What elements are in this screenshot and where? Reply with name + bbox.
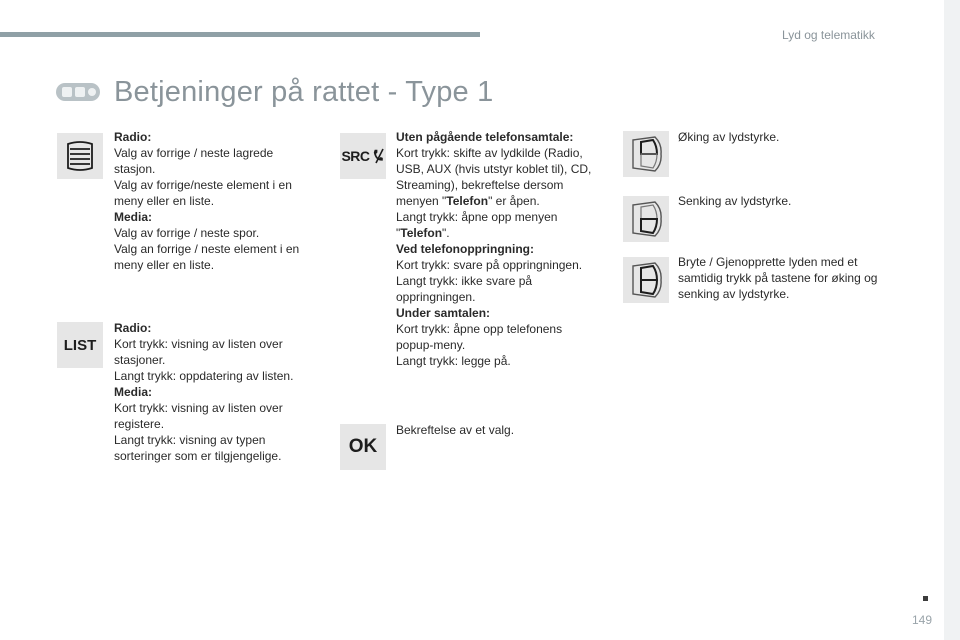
steering-control-icon [54,80,102,104]
volume-up-description: Øking av lydstyrke. [678,130,780,144]
desc-line: Langt trykk: legge på. [396,354,511,368]
desc-line: Valg an forrige / neste element i en meny eller en liste. [114,242,300,272]
ok-button [340,424,386,470]
section-label: Lyd og telematikk [782,28,875,42]
heading-no-call: Uten pågående telefonsamtale: [396,130,574,144]
scroll-wheel-description [114,129,314,273]
end-of-section-marker [923,596,928,601]
heading-incoming-call: Ved telefonoppringning: [396,242,534,256]
desc-line: Langt trykk: visning av typen sorteringer som er tilgjengelige. [114,433,282,463]
page-title: Betjeninger på rattet - Type 1 [114,76,494,108]
scroll-wheel-icon [63,140,97,172]
desc-line: Valg av forrige / neste spor. [114,226,260,240]
phone-slash-icon [372,148,385,164]
list-description [114,320,314,464]
desc-line: Langt trykk: oppdatering av listen. [114,369,294,383]
header-accent-bar [0,32,480,37]
steering-switch-volume-up-icon [627,134,665,174]
desc-line: Kort trykk: svare på oppringningen. [396,258,583,272]
steering-switch-volume-down-icon [627,199,665,239]
heading-media: Media: [114,210,153,224]
volume-down-description: Senking av lydstyrke. [678,194,792,208]
desc-line: Valg av forrige/neste element i en meny eller en liste. [114,178,292,208]
mute-description: Bryte / Gjenopprette lyden med et samtidig trykk på tastene for øking og senking av lydstyrke. [678,255,878,301]
heading-radio: Radio: [114,321,152,335]
list-button [57,322,103,368]
desc-line: Valg av forrige / neste lagrede stasjon. [114,146,274,176]
src-button [340,133,386,179]
ok-button-label: OK [348,436,378,457]
volume-down-button [623,196,669,242]
desc-line: Langt trykk: ikke svare på oppringningen. [396,274,533,304]
desc-line: Kort trykk: åpne opp telefonens popup-meny. [396,322,563,352]
src-button-label: SRC [341,148,370,164]
heading-during-call: Under samtalen: [396,306,491,320]
scroll-wheel-button [57,133,103,179]
heading-media: Media: [114,385,153,399]
src-description [396,129,600,369]
desc-line: Kort trykk: visning av listen over stasjoner. [114,337,283,367]
desc-line: Kort trykk: visning av listen over registere. [114,401,283,431]
heading-radio: Radio: [114,130,152,144]
desc-line: Langt trykk: åpne opp menyen "Telefon". [396,210,558,240]
page-number: 149 [912,613,933,627]
steering-switch-mute-icon [627,260,665,300]
volume-up-button [623,131,669,177]
desc-line: Kort trykk: skifte av lydkilde (Radio, USB, AUX (hvis utstyr koblet til), CD, Streaming), bekreftelse dersom menyen "Telefon" er åpen. [396,146,592,208]
mute-button [623,257,669,303]
list-button-label: LIST [63,336,97,354]
page-edge-strip [944,0,960,640]
ok-description: Bekreftelse av et valg. [396,423,515,437]
